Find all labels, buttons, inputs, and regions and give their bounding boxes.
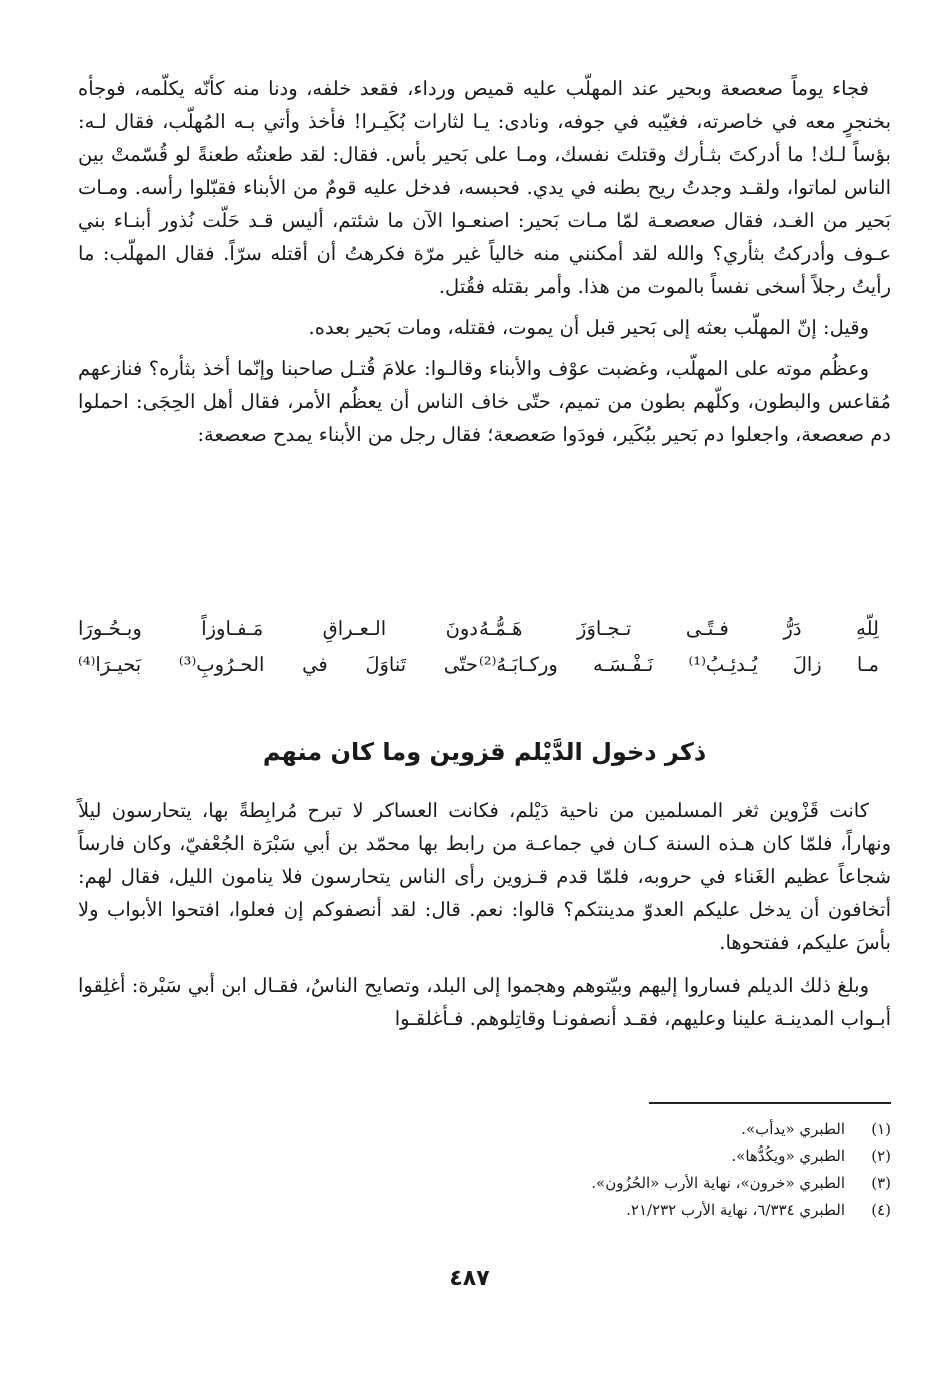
page-number: ٤٨٧ <box>449 1266 490 1291</box>
poem-verse <box>78 648 879 684</box>
footnote-item <box>291 1197 891 1224</box>
poem <box>78 612 879 684</box>
footnote-number: (٣) <box>871 1174 891 1192</box>
footnote-text: الطبري «ويكُدُّها». <box>731 1147 845 1165</box>
poem-first-hemistich: لِلّهِ دَرُّ فـتًـى تـجـاوَزَ هَـمُّـهُ <box>479 617 879 640</box>
footnote-number: (٢) <box>871 1147 891 1165</box>
paragraph-3: وعظُم موته على المهلّب، وغضبت عوْف والأبناء وقالـوا: علامَ قُتـل صاحبنا وإنّما أخذ بثأره؟ فنازعهم مُقاعس والبطون، وكلّهم بطون من تميم، حتّى خاف الناس أن يعظُم الأمر، فقال أهل الحِجَى: احملوا دم صعصعة، واجعلوا دم بَحير ببُكَير، فودَوا صَعصعة؛ فقال رجل من الأبناء يمدح صعصعة: <box>78 357 891 446</box>
poem-verse <box>78 612 879 648</box>
footnote-text: الطبري «يدأب». <box>741 1120 845 1138</box>
footnotes <box>291 1116 891 1224</box>
footnote-divider <box>649 1102 891 1104</box>
section-heading: ذكر دخول الدَّيْلم قزوين وما كان منهم <box>262 738 707 766</box>
poem-second-hemistich: دونَ الـعـراقِ مَـفـاوزاً وبـحُـورَا <box>78 617 478 640</box>
footnote-number: (٤) <box>871 1201 891 1219</box>
footnote-item <box>291 1116 891 1143</box>
section-paragraph-2: وبلغ ذلك الديلم فساروا إليهم وبيّتوهم وهجموا إلى البلد، وتصايح الناسُ، فقـال ابن أبي سَبْرة: أغلِقوا أبـواب المدينـة علينا وعليهم، فقـد أنصفونـا وقاتِلوهم. فـأغلقـوا <box>78 974 891 1030</box>
footnote-text: الطبري ٦/٣٣٤، نهاية الأرب ٢١/٢٣٢. <box>626 1201 845 1219</box>
footnote-text: الطبري «خرون»، نهاية الأرب «الحُزُون». <box>591 1174 845 1192</box>
poem-second-hemistich: حتّى تَناوَلَ في الحـرُوبِ⁽³⁾ بَحيـرَا⁽⁴⁾ <box>78 653 478 676</box>
paragraph-1: فجاء يوماً صعصعة وبحير عند المهلّب عليه قميص ورداء، فقعد خلفه، ودنا منه كأنّه يكلّمه، فوجأه بخنجرٍ معه في خاصرته، فغيّبه في جوفه، ونادى: يـا لثارات بُكَيـرا! فأخذ وأتي بـه المُهلّب، فقال لـه: بؤساً لـك! ما أدركتَ بثـأرك وقتلتَ نفسك، ومـا على بَحير بأس. فقال: لقد طعنتُه طعنةً لو قُسّمتْ بين الناس لماتوا، ولقـد وجدتُ ريح بطنه في يدي. فحبسه، فدخل عليه قومٌ من الأبناء فقبّلوا رأسه. ومـات بَحير من الغـد، فقال صعصعـة لمّا مـات بَحير: اصنعـوا الآن ما شئتم، أليس قـد حَلّت نُذور أبنـاء بني عـوف وأدركتُ بثأري؟ والله لقد أمكنني منه خالياً غير مرّة فكرهتُ أن أقتله سرّاً. فقال المهلّب: ما رأيتُ رجلاً أسخى نفساً بالموت من هذا. وأمر بقتله فقُتل. <box>78 77 891 298</box>
main-text-block <box>78 72 891 459</box>
footnote-number: (١) <box>871 1120 891 1138</box>
footnote-item <box>291 1143 891 1170</box>
footnote-item <box>291 1170 891 1197</box>
paragraph-2: وقيل: إنّ المهلّب بعثه إلى بَحير قبل أن يموت، فقتله، ومات بَحير بعده. <box>308 316 869 339</box>
poem-first-hemistich: مـا زالَ يُـدئِـبُ⁽¹⁾ نَـفْـسَـه وركـابَـهُ⁽²⁾ <box>479 653 879 676</box>
section-paragraph-1: كانت قَزْوين ثغر المسلمين من ناحية دَيْلم، فكانت العساكر لا تبرح مُرابِطةً بها، يتحارسون ليلاً ونهاراً، فلمّا كان هـذه السنة كـان في جماعـة من رابط بها محمّد بن أبي سَبْرَة الجُعْفيّ، وكان فارساً شجاعاً عظيم الغَناء في حروبه، فلمّا قدم قـزوين رأى الناس يتحارسون فلا ينامون الليل، فقال لهم: أتخافون أن يدخل عليكم العدوّ مدينتكم؟ قالوا: نعم. قال: لقد أنصفوكم إن فعلوا، افتحوا الأبواب ولا بأسَ عليكم، ففتحوها. <box>78 799 891 954</box>
section-text-block <box>78 794 891 1045</box>
